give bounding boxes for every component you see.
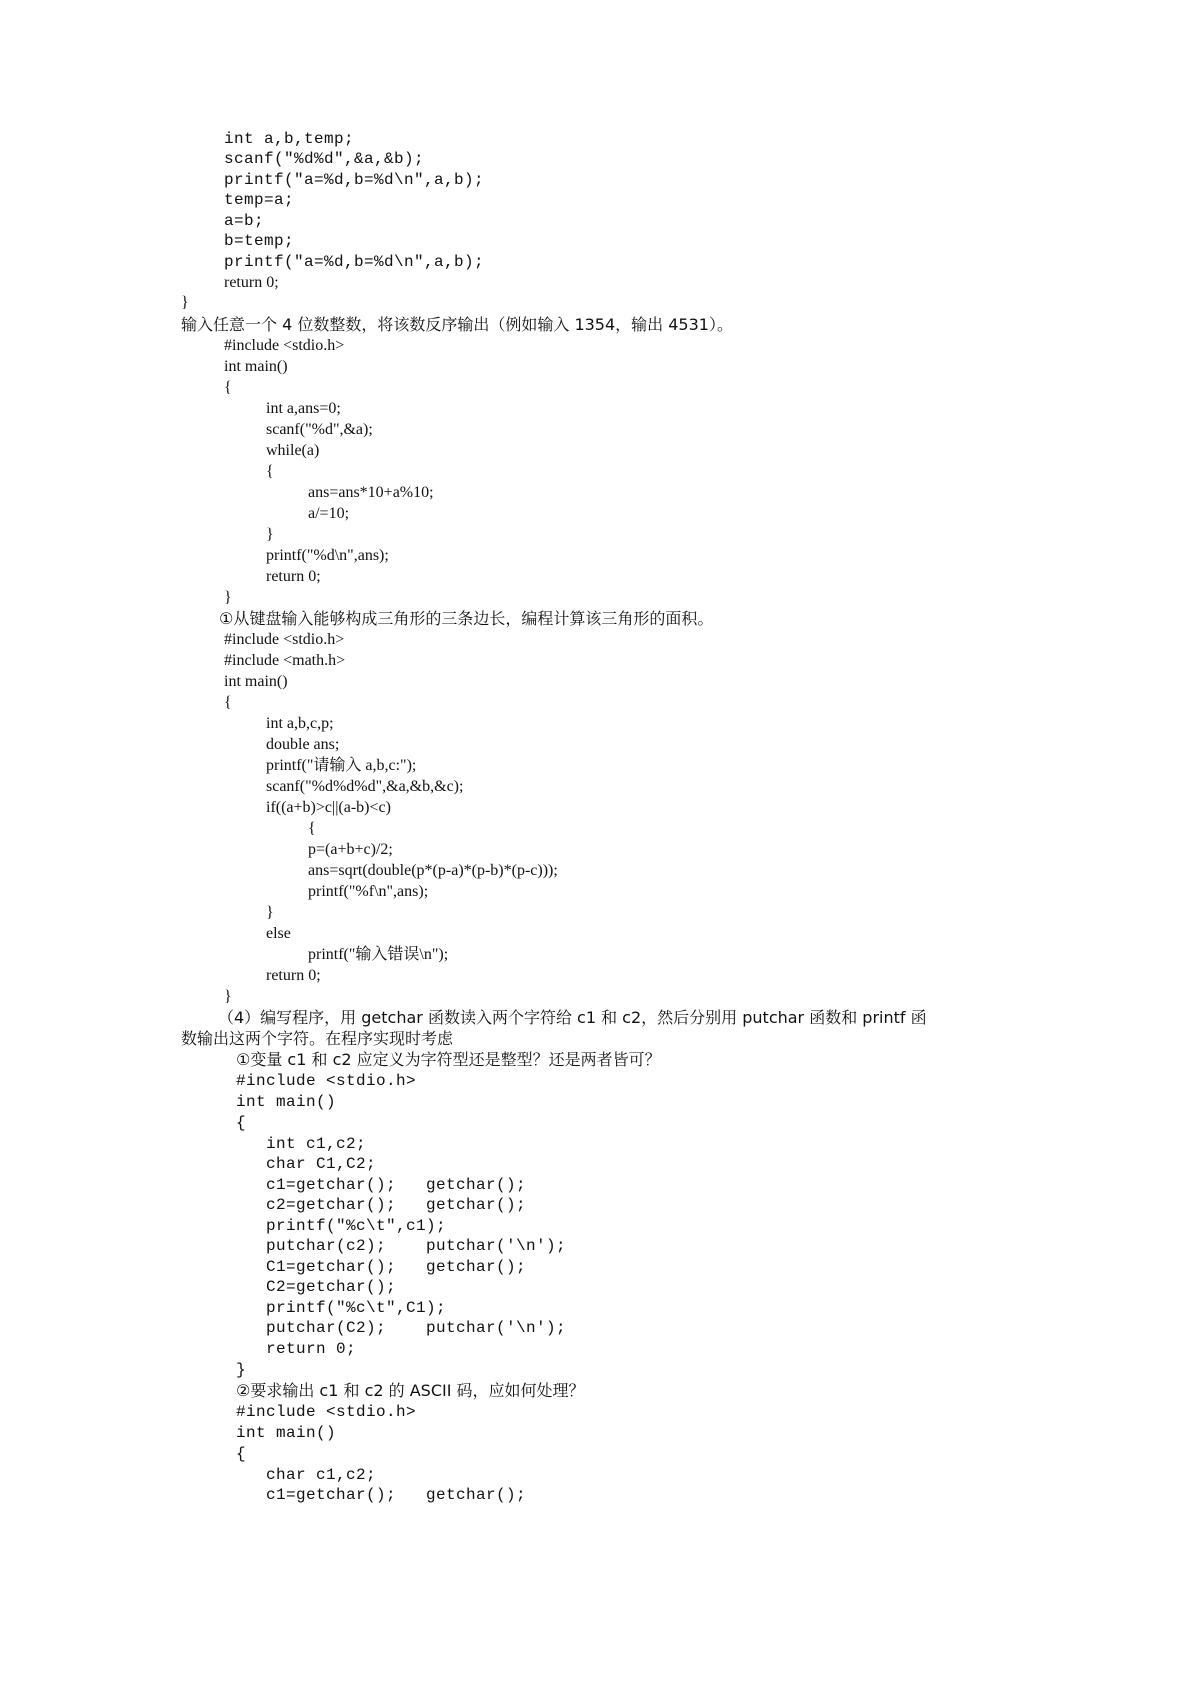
code-line: printf("%c\t",C1); — [266, 1299, 447, 1317]
code-line: int a,ans=0; — [266, 400, 341, 417]
code-line: ans=sqrt(double(p*(p-a)*(p-b)*(p-c))); — [308, 862, 558, 879]
code-line: #include <stdio.h> — [236, 1072, 417, 1090]
code-line: ans=ans*10+a%10; — [308, 484, 434, 501]
code-line: scanf("%d%d%d",&a,&b,&c); — [266, 778, 464, 795]
text-line: （4）编写程序，用 getchar 函数读入两个字符给 c1 和 c2，然后分别用 putchar 函数和 printf 函 — [218, 1008, 927, 1027]
text-line: 输入任意一个 4 位数整数，将该数反序输出（例如输入 1354，输出 4531）。 — [181, 315, 733, 334]
code-line: { — [236, 1445, 247, 1463]
code-line: printf("%f\n",ans); — [308, 883, 429, 900]
code-line: printf("请输入 a,b,c:"); — [266, 757, 417, 774]
code-line: } — [266, 526, 274, 543]
code-line: int main() — [224, 358, 288, 375]
code-line: c1=getchar(); getchar(); — [266, 1486, 527, 1504]
code-line: temp=a; — [224, 191, 295, 209]
code-line: } — [236, 1361, 247, 1379]
code-line: #include <stdio.h> — [236, 1403, 417, 1421]
code-line: C1=getchar(); getchar(); — [266, 1258, 527, 1276]
code-line: int c1,c2; — [266, 1135, 367, 1153]
code-line: #include <stdio.h> — [224, 631, 345, 648]
code-line: b=temp; — [224, 232, 295, 250]
code-line: int a,b,temp; — [224, 130, 355, 148]
code-line: { — [224, 694, 232, 711]
code-line: printf("%d\n",ans); — [266, 547, 389, 564]
code-line: printf("输入错误\n"); — [308, 946, 449, 963]
code-line: { — [236, 1114, 247, 1132]
code-line: putchar(C2); putchar('\n'); — [266, 1319, 567, 1337]
code-line: int a,b,c,p; — [266, 715, 334, 732]
code-line: c1=getchar(); getchar(); — [266, 1176, 527, 1194]
code-line: int main() — [224, 673, 288, 690]
code-line: int main() — [236, 1093, 337, 1111]
code-line: char C1,C2; — [266, 1155, 377, 1173]
code-line: double ans; — [266, 736, 340, 753]
code-line: return 0; — [266, 967, 321, 984]
code-line: C2=getchar(); — [266, 1278, 397, 1296]
code-line: int main() — [236, 1424, 337, 1442]
code-line: char c1,c2; — [266, 1466, 377, 1484]
code-line: } — [224, 988, 232, 1005]
code-line: #include <math.h> — [224, 652, 346, 669]
code-line: if((a+b)>c||(a-b)<c) — [266, 799, 391, 816]
code-line: printf("a=%d,b=%d\n",a,b); — [224, 171, 485, 189]
code-line: scanf("%d%d",&a,&b); — [224, 150, 425, 168]
text-line: ①变量 c1 和 c2 应定义为字符型还是整型？还是两者皆可？ — [236, 1050, 661, 1069]
code-line: putchar(c2); putchar('\n'); — [266, 1237, 567, 1255]
code-line: return 0; — [266, 1340, 357, 1358]
code-line: } — [224, 589, 232, 606]
code-line: return 0; — [266, 568, 321, 585]
code-line: { — [224, 379, 232, 396]
code-line: } — [266, 904, 274, 921]
code-line: { — [266, 463, 274, 480]
code-line: while(a) — [266, 442, 320, 459]
code-line: c2=getchar(); getchar(); — [266, 1196, 527, 1214]
code-line: return 0; — [224, 274, 279, 291]
code-line: a/=10; — [308, 505, 350, 522]
code-line: printf("%c\t",c1); — [266, 1217, 447, 1235]
text-line: ②要求输出 c1 和 c2 的 ASCII 码，应如何处理？ — [236, 1381, 585, 1400]
code-line: } — [181, 294, 189, 311]
code-line: a=b; — [224, 212, 265, 230]
code-line: { — [308, 820, 316, 837]
text-line: ①从键盘输入能够构成三角形的三条边长，编程计算该三角形的面积。 — [219, 609, 714, 628]
code-line: else — [266, 925, 291, 942]
code-line: p=(a+b+c)/2; — [308, 841, 393, 858]
code-line: printf("a=%d,b=%d\n",a,b); — [224, 253, 485, 271]
text-line: 数输出这两个字符。在程序实现时考虑 — [181, 1029, 454, 1048]
code-line: #include <stdio.h> — [224, 337, 345, 354]
code-line: scanf("%d",&a); — [266, 421, 373, 438]
